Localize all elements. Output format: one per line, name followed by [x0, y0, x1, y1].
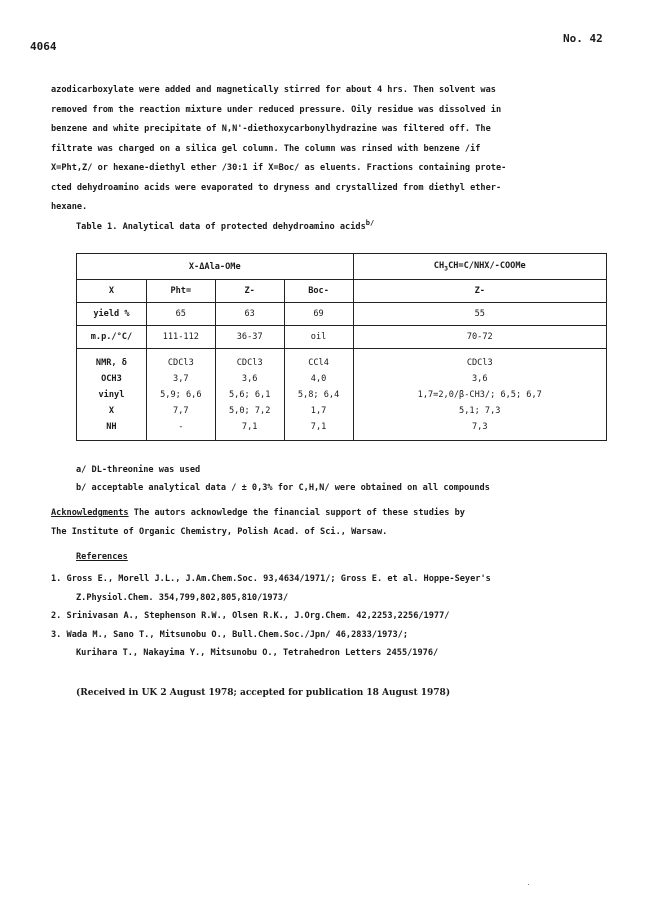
body-line: azodicarboxylate were added and magnetically stirred for about 4 hrs. Then solvent was: [51, 85, 496, 95]
group-header-ala: X-ΔAla-OMe: [77, 254, 354, 280]
table-cell: 55: [353, 303, 607, 326]
nmr-value: CCl4: [308, 358, 329, 368]
nmr-value: 3,6: [471, 374, 488, 384]
references-list: [51, 570, 491, 663]
column-header: Pht=: [146, 280, 215, 303]
nmr-value: 7,1: [310, 422, 327, 432]
table-row-yield: [77, 303, 607, 326]
nmr-cell: [215, 349, 284, 441]
nmr-value: 3,6: [241, 374, 258, 384]
column-header: Z-: [353, 280, 607, 303]
nmr-value: CDCl3: [167, 358, 194, 368]
nmr-label-cell: [77, 349, 147, 441]
footnote-b: b/ acceptable analytical data / ± 0,3% for C,H,N/ were obtained on all compounds: [76, 483, 490, 493]
body-line: benzene and white precipitate of N,N'-diethoxycarbonylhydrazine was filtered off. The: [51, 124, 491, 134]
nmr-label: NMR, δ: [95, 358, 127, 368]
nmr-value: 1,7: [310, 406, 327, 416]
ack-heading: Acknowledgments: [51, 508, 129, 518]
nmr-value: 5,6; 6,1: [228, 390, 271, 400]
nmr-value: 1,7=2,0/β-CH3/; 6,5; 6,7: [417, 390, 542, 400]
scan-speck: [528, 884, 529, 885]
nmr-label: X: [108, 406, 115, 416]
nmr-cell: [284, 349, 353, 441]
nmr-label: NH: [106, 422, 117, 432]
nmr-value: 3,7: [173, 374, 189, 384]
nmr-value: 5,0; 7,2: [228, 406, 271, 416]
references-heading: References: [76, 552, 128, 562]
table-column-header-row: [77, 280, 607, 303]
body-line: removed from the reaction mixture under reduced pressure. Oily residue was dissolved in: [51, 104, 502, 115]
ack-text: The autors acknowledge the financial support of these studies by: [128, 508, 465, 518]
column-header: Boc-: [284, 280, 353, 303]
page-number: 4064: [30, 40, 57, 53]
nmr-value: -: [178, 422, 184, 432]
footnote-a: a/ DL-threonine was used: [76, 465, 201, 475]
nmr-label: vinyl: [98, 390, 125, 400]
table-cell: 70-72: [353, 326, 607, 349]
body-line: filtrate was charged on a silica gel column. The column was rinsed with benzene /if: [51, 143, 481, 154]
row-label: m.p./°C/: [77, 326, 147, 349]
table-cell: 69: [284, 303, 353, 326]
reference-item: 1. Gross E., Morell J.L., J.Am.Chem.Soc. 93,4634/1971/; Gross E. et al. Hoppe-Seyer's: [51, 574, 491, 584]
nmr-value: 5,1; 7,3: [459, 406, 501, 416]
acknowledgments: [51, 504, 623, 542]
reference-continuation: Z.Physiol.Chem. 354,799,802,805,810/1973/: [76, 592, 289, 603]
table-group-header-row: [77, 254, 607, 280]
issue-number: No. 42: [563, 32, 603, 45]
nmr-value: 7,7: [173, 406, 189, 416]
analytical-data-table: [76, 253, 607, 441]
nmr-value: CDCl3: [466, 358, 493, 368]
received-note: (Received in UK 2 August 1978; accepted for publication 18 August 1978): [76, 688, 451, 698]
body-line: X=Pht,Z/ or hexane-diethyl ether /30:1 if X=Boc/ as eluents. Fractions containing prote-: [51, 163, 507, 173]
column-header-x: X: [77, 280, 147, 303]
nmr-cell: [146, 349, 215, 441]
nmr-value: 5,9; 6,6: [160, 390, 202, 400]
reference-continuation: Kurihara T., Nakayima Y., Mitsunobu O., Tetrahedron Letters 2455/1976/: [76, 648, 439, 658]
ack-text: The Institute of Organic Chemistry, Polish Acad. of Sci., Warsaw.: [51, 527, 388, 537]
reference-item: 3. Wada M., Sano T., Mitsunobu O., Bull.Chem.Soc./Jpn/ 46,2833/1973/;: [51, 629, 409, 640]
table-row-melting-point: [77, 326, 607, 349]
table-cell: 63: [215, 303, 284, 326]
row-label: yield %: [77, 303, 147, 326]
experimental-paragraph: [51, 81, 623, 218]
body-line: cted dehydroamino acids were evaporated to dryness and crystallized from diethyl ether-: [51, 182, 502, 193]
table-cell: 111-112: [146, 326, 215, 349]
caption-text: Table 1. Analytical data of protected dehydroamino acids: [76, 221, 366, 232]
body-line: hexane.: [51, 202, 88, 212]
table-footnotes: [76, 461, 490, 497]
table-caption: [76, 219, 374, 232]
table-cell: oil: [284, 326, 353, 349]
reference-item: 2. Srinivasan A., Stephenson R.W., Olsen R.K., J.Org.Chem. 42,2253,2256/1977/: [51, 611, 450, 621]
table-row-nmr: [77, 349, 607, 441]
table-cell: 65: [146, 303, 215, 326]
nmr-label: OCH3: [101, 374, 122, 384]
nmr-cell: [353, 349, 607, 441]
caption-footnote-mark: b/: [365, 219, 375, 227]
nmr-value: CDCl3: [236, 358, 263, 368]
table-cell: 36-37: [215, 326, 284, 349]
nmr-value: 4,0: [310, 374, 327, 384]
nmr-value: 7,1: [241, 422, 258, 432]
nmr-value: 7,3: [471, 422, 488, 432]
group-header-but: $CH_3CH=C/NHX/$-COOMe: [353, 254, 607, 280]
column-header: Z-: [215, 280, 284, 303]
nmr-value: 5,8; 6,4: [297, 390, 340, 400]
